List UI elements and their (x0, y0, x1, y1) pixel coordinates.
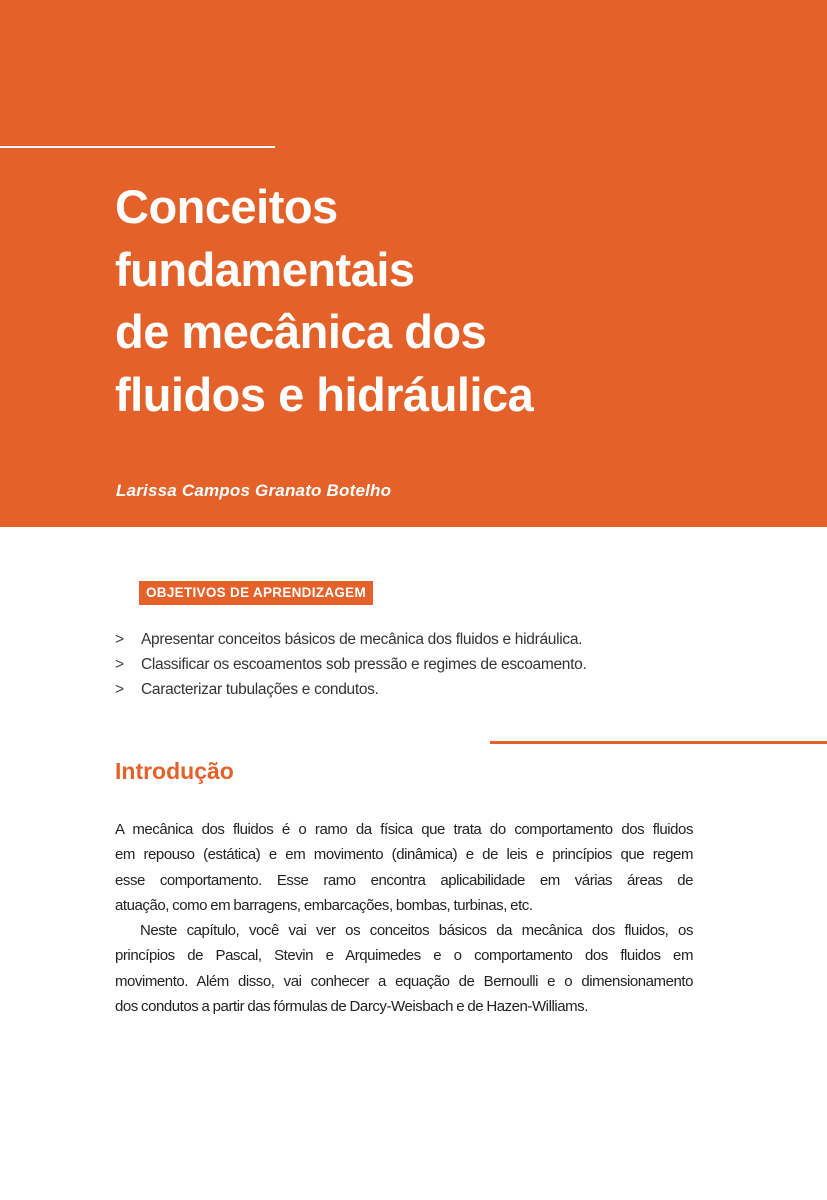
objective-item (115, 627, 586, 652)
objective-text: Caracterizar tubulações e condutos. (141, 681, 379, 698)
objective-item (115, 677, 586, 702)
chapter-author: Larissa Campos Granato Botelho (116, 481, 392, 500)
bullet-chevron-icon: > (115, 631, 124, 648)
objectives-label: OBJETIVOS DE APRENDIZAGEM (139, 581, 373, 605)
text-line: A mecânica dos fluidos é o ramo da física que trata do comportamento dos fluidos (115, 821, 693, 838)
header-divider (0, 146, 275, 148)
chapter-header-banner (0, 0, 827, 527)
objective-text: Classificar os escoamentos sob pressão e regimes de escoamento. (141, 656, 587, 673)
title-line: de mecânica dos (115, 305, 487, 358)
bullet-chevron-icon: > (115, 656, 124, 673)
text-line: Neste capítulo, você vai ver os conceitos básicos da mecânica dos fluidos, os (140, 922, 693, 940)
text-line: em repouso (estática) e em movimento (dinâmica) e de leis e princípios que regem (115, 846, 693, 864)
text-line: princípios de Pascal, Stevin e Arquimedes e o comportamento dos fluidos em (115, 947, 693, 965)
text-line: movimento. Além disso, vai conhecer a equação de Bernoulli e o dimensionamento (115, 972, 693, 990)
section-divider (490, 741, 827, 744)
title-line: fundamentais (115, 242, 415, 296)
bullet-chevron-icon: > (115, 681, 124, 698)
objective-item (115, 652, 586, 677)
text-line: esse comportamento. Esse ramo encontra aplicabilidade em várias áreas de (115, 871, 693, 889)
introduction-body (115, 817, 693, 1019)
title-line: Conceitos (115, 180, 338, 233)
paragraph (115, 918, 693, 1019)
objective-text: Apresentar conceitos básicos de mecânica dos fluidos e hidráulica. (141, 631, 583, 648)
section-heading: Introdução (115, 758, 234, 784)
text-line: dos condutos a partir das fórmulas de Darcy-Weisbach e de Hazen-Williams. (115, 998, 588, 1016)
paragraph (115, 817, 693, 918)
objectives-list (115, 627, 586, 702)
chapter-title (115, 176, 533, 426)
text-line: atuação, como em barragens, embarcações, bombas, turbinas, etc. (115, 896, 533, 914)
title-line: fluidos e hidráulica (115, 367, 534, 421)
